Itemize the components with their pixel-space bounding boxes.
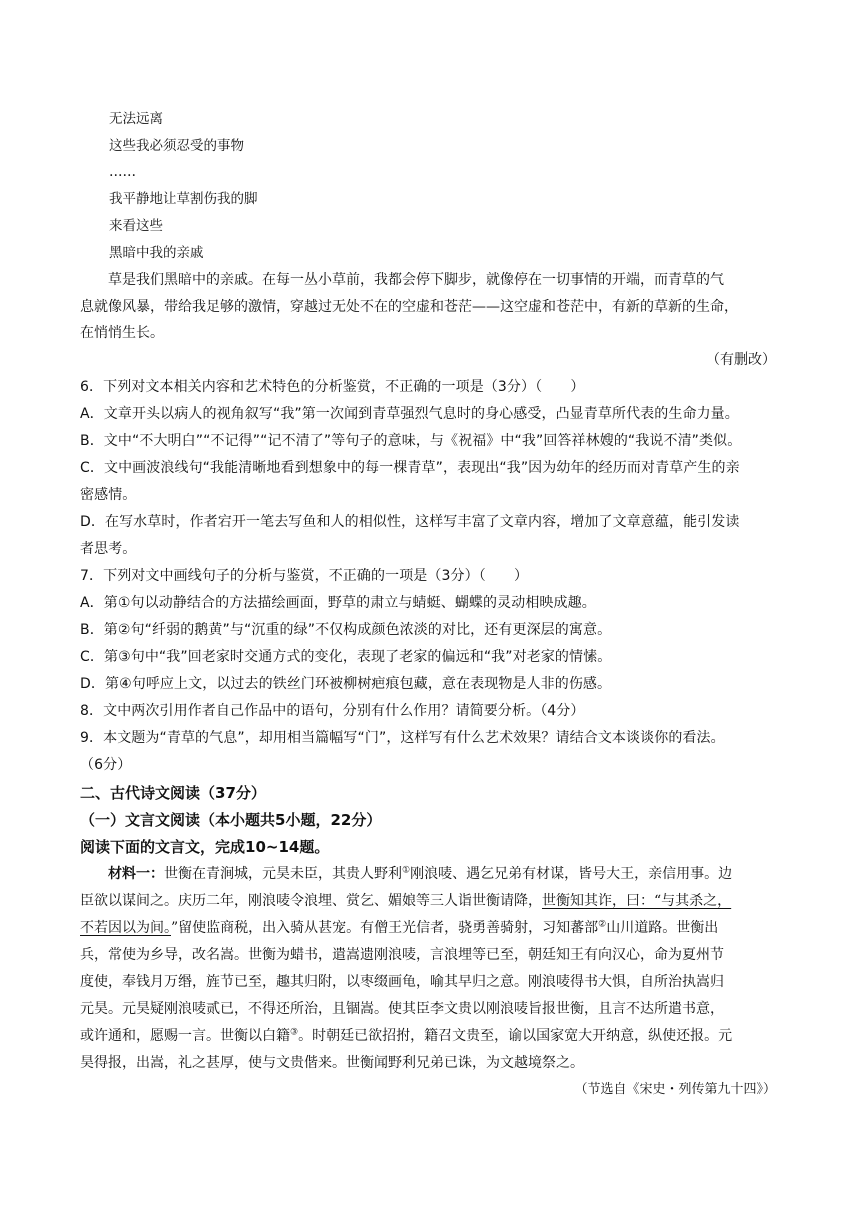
underlined-sentence: 不若因以为间。 — [80, 920, 171, 936]
material-line: 昊得报，出嵩，礼之甚厚，使与文贵偕来。世衡闻野利兄弟已诛，为文越境祭之。 — [80, 1055, 584, 1071]
question-7-stem: 7．下列对文中画线句子的分析与鉴赏，不正确的一项是（3分）（ ） — [80, 568, 529, 584]
question-7-option-c: C．第③句中“我”回老家时交通方式的变化，表现了老家的偏远和“我”对老家的情愫。 — [80, 649, 612, 665]
material-line: 臣欲以谋间之。庆历二年，刚浪唛令浪埋、赏乞、媚娘等三人诣世衡请降，世衡知其诈，曰：“与其杀之， — [80, 893, 732, 909]
question-9: 9．本文题为“青草的气息”，却用相当篇幅写“门”，这样写有什么艺术效果？请结合文本谈谈你的看法。 — [80, 730, 725, 746]
subsection-heading: （一）文言文阅读（本小题共5小题，22分） — [80, 811, 382, 829]
edit-note: （有删改） — [706, 352, 776, 368]
paragraph-line: 在悄悄生长。 — [80, 325, 164, 341]
question-6-stem: 6．下列对文本相关内容和艺术特色的分析鉴赏，不正确的一项是（3分）（ ） — [80, 379, 585, 395]
question-8: 8．文中两次引用作者自己作品中的语句，分别有什么作用？请简要分析。（4分） — [80, 703, 585, 719]
question-6-option-b: B．文中“不大明白”“不记得”“记不清了”等句子的意味，与《祝福》中“我”回答祥林嫂的“我说不清”类似。 — [80, 433, 742, 449]
poem-line: …… — [109, 164, 136, 180]
poem-line: 这些我必须忍受的事物 — [109, 138, 244, 154]
footnote-marker: ① — [402, 865, 411, 876]
material-line: 元昊。元昊疑刚浪唛贰已，不得还所治，且锢嵩。使其臣李文贵以刚浪唛旨报世衡，且言不达所遣书意， — [80, 1001, 724, 1017]
paragraph-line: 草是我们黑暗中的亲戚。在每一丛小草前，我都会停下脚步，就像停在一切事情的开端，而青草的气 — [108, 272, 724, 288]
poem-line: 黑暗中我的亲戚 — [109, 245, 204, 261]
source-citation: （节选自《宋史・列传第九十四》） — [574, 1082, 776, 1097]
underlined-sentence: 世衡知其诈，曰：“与其杀之， — [542, 893, 732, 909]
material-line: 兵，常使为乡导，改名嵩。世衡为蜡书，遣嵩遗刚浪唛，言浪埋等已至，朝廷知王有向汉心，命为夏州节 — [80, 947, 724, 963]
paragraph-line: 息就像风暴，带给我足够的激情，穿越过无处不在的空虚和苍茫——这空虚和苍茫中，有新的草新的生命， — [80, 299, 738, 315]
poem-line: 我平静地让草割伤我的脚 — [109, 191, 258, 207]
section-heading: 二、古代诗文阅读（37分） — [80, 784, 266, 802]
poem-line: 无法远离 — [109, 111, 163, 127]
material-line: 或许通和，愿赐一言。世衡以白籍③。时朝廷已欲招拊，籍召文贵至，谕以国家宽大开纳意，纵使还报。元 — [80, 1027, 733, 1044]
question-6-option-d: D．在写水草时，作者宕开一笔去写鱼和人的相似性，这样写丰富了文章内容，增加了文章意蕴，能引发读 — [80, 514, 740, 530]
question-7-option-b: B．第②句“纤弱的鹅黄”与“沉重的绿”不仅构成颜色浓淡的对比，还有更深层的寓意。 — [80, 622, 612, 638]
material-line: 不若因以为间。”留使监商税，出入骑从甚宠。有僧王光信者，骁勇善骑射，习知蕃部②山川道路。世衡出 — [80, 919, 719, 936]
footnote-marker: ② — [598, 919, 607, 930]
question-7-option-a: A．第①句以动静结合的方法描绘画面，野草的肃立与蜻蜓、蝴蝶的灵动相映成趣。 — [80, 595, 596, 611]
poem-line: 来看这些 — [109, 218, 163, 234]
question-6-option-d-cont: 者思考。 — [80, 541, 137, 557]
material-line: 材料一：世衡在青涧城，元昊未臣，其贵人野利①刚浪唛、遇乞兄弟有材谋，皆号大王，亲信用事。边 — [108, 865, 733, 882]
question-6-option-c-cont: 密感情。 — [80, 487, 137, 503]
reading-instruction: 阅读下面的文言文，完成10~14题。 — [80, 838, 330, 856]
question-7-option-d: D．第④句呼应上文，以过去的铁丝门环被柳树疤痕包藏，意在表现物是人非的伤感。 — [80, 676, 612, 692]
footnote-marker: ③ — [290, 1027, 299, 1038]
material-label: 材料一： — [108, 866, 164, 882]
material-line: 度使，奉钱月万缗，旌节已至，趣其归附，以枣缀画龟，喻其早归之意。刚浪唛得书大惧，自所治执嵩归 — [80, 974, 724, 990]
question-6-option-c: C．文中画波浪线句“我能清晰地看到想象中的每一棵青草”，表现出“我”因为幼年的经历而对青草产生的亲 — [80, 460, 740, 476]
question-6-option-a: A．文章开头以病人的视角叙写“我”第一次闻到青草强烈气息时的身心感受，凸显青草所代表的生命力量。 — [80, 406, 739, 422]
question-9-cont: （6分） — [80, 757, 132, 773]
